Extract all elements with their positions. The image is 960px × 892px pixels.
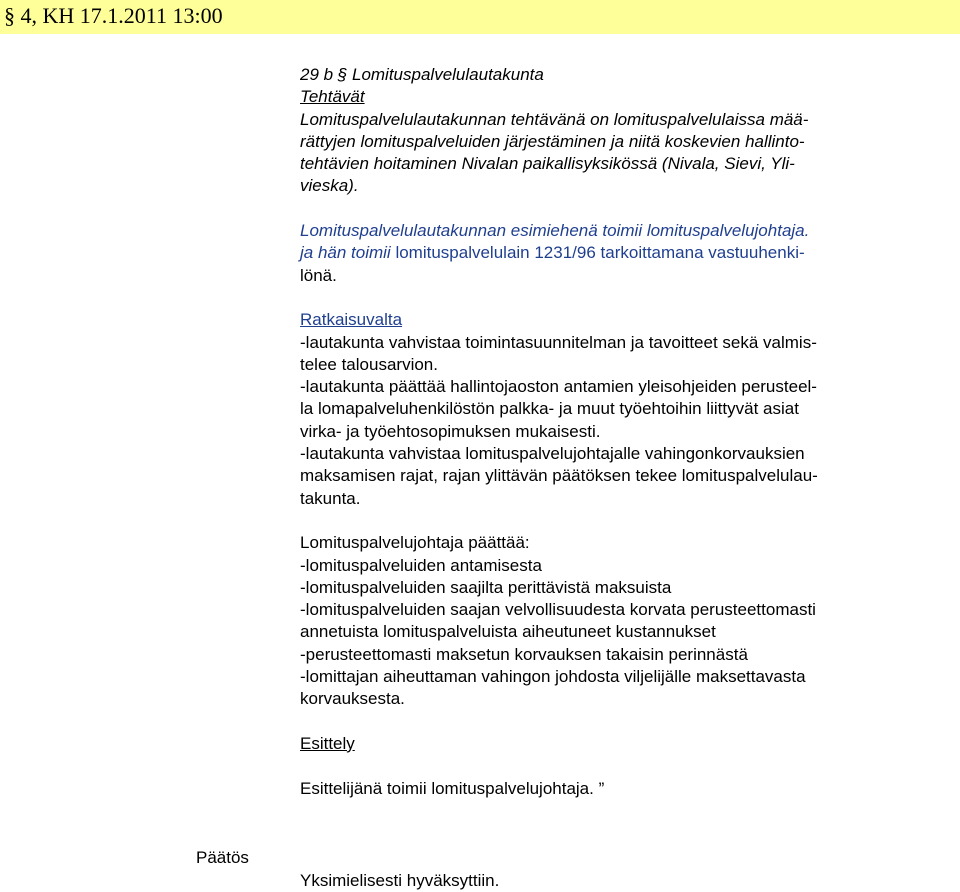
director-line: -lomittajan aiheuttaman vahingon johdosta viljelijälle maksettavasta — [300, 667, 806, 687]
director-line: -lomituspalveluiden saajilta perittävistä maksuista — [300, 577, 672, 597]
director-line: -lomituspalveluiden antamisesta — [300, 555, 542, 575]
header-bar — [0, 0, 960, 34]
authority-line: la lomapalveluhenkilöstön palkka- ja muut työehtoihin liittyvät asiat — [300, 399, 799, 419]
tasks-line: tehtävien hoitaminen Nivalan paikallisyksikössä (Nivala, Sievi, Yli- — [300, 154, 795, 174]
director-line: -lomituspalveluiden saajan velvollisuudesta korvata perusteettomasti — [300, 600, 816, 620]
authority-heading: Ratkaisuvalta — [300, 310, 403, 330]
responsibility-italic: ja hän toimii — [300, 243, 391, 263]
responsibility-line — [300, 242, 900, 264]
tasks-line: rättyjen lomituspalveluiden järjestäminen ja niitä koskevien hallinto- — [300, 131, 805, 151]
section-subtitle: Tehtävät — [300, 87, 365, 107]
chair-line: Lomituspalvelulautakunnan esimiehenä toimii lomituspalvelujohtaja. — [300, 221, 810, 241]
tasks-line: vieska). — [300, 176, 359, 196]
presentation-heading: Esittely — [300, 733, 355, 753]
authority-line: -lautakunta vahvistaa lomituspalvelujohtajalle vahingonkorvauksien — [300, 444, 805, 464]
tasks-line: Lomituspalvelulautakunnan tehtävänä on lomituspalvelulaissa mää- — [300, 109, 809, 129]
meeting-heading: § 4, KH 17.1.2011 13:00 — [4, 3, 223, 28]
presentation-text: Esittelijänä toimii lomituspalvelujohtaja. ” — [300, 778, 605, 798]
document-body — [300, 64, 900, 800]
section-title: 29 b § Lomituspalvelulautakunta — [300, 65, 544, 84]
authority-line: virka- ja työehtosopimuksen mukaisesti. — [300, 421, 601, 441]
authority-line: -lautakunta vahvistaa toimintasuunnitelman ja tavoitteet sekä valmis- — [300, 332, 817, 352]
responsibility-line-end: lönä. — [300, 265, 337, 285]
authority-line: maksamisen rajat, rajan ylittävän päätöksen tekee lomituspalvelulau- — [300, 466, 818, 486]
responsibility-normal: lomituspalvelulain 1231/96 tarkoittamana vastuuhenki- — [390, 243, 805, 263]
authority-line: takunta. — [300, 488, 361, 508]
director-line: korvauksesta. — [300, 689, 405, 709]
director-line: annetuista lomituspalveluista aiheutuneet kustannukset — [300, 622, 716, 642]
director-line: Lomituspalvelujohtaja päättää: — [300, 533, 530, 553]
authority-line: telee talousarvion. — [300, 354, 438, 374]
decision-label: Päätös — [196, 848, 249, 867]
authority-line: -lautakunta päättää hallintojaoston antamien yleisohjeiden perusteel- — [300, 377, 817, 397]
director-line: -perusteettomasti maksetun korvauksen takaisin perinnästä — [300, 644, 748, 664]
decision-text: Yksimielisesti hyväksyttiin. — [300, 871, 500, 890]
